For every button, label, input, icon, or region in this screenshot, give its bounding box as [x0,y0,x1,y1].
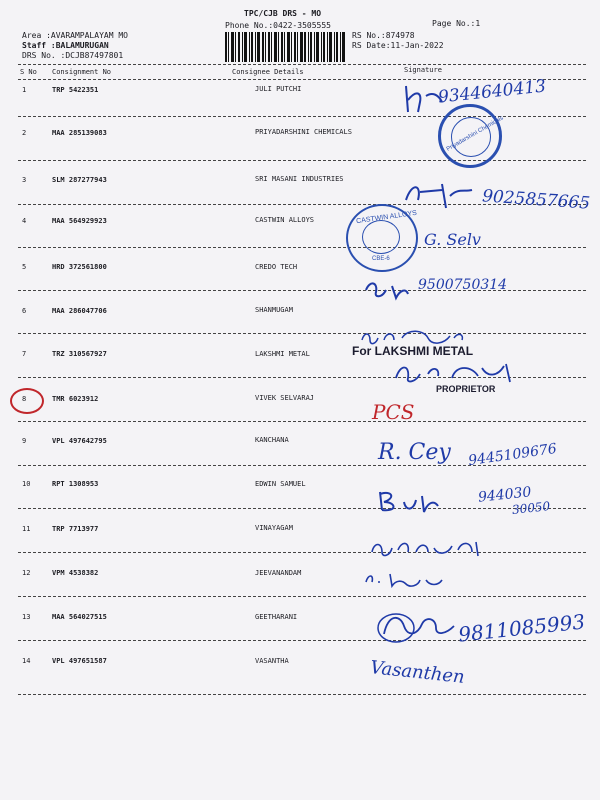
consignment-no: MAA 564929923 [52,217,107,225]
page-number: Page No.:1 [432,19,481,28]
consignment-no: TRZ 310567927 [52,350,107,358]
consignment-no: TRP 7713977 [52,525,99,533]
rs-date: RS Date:11-Jan-2022 [352,41,444,50]
priyadarshini-stamp-text: Priyadarshini Chemicals [445,115,505,153]
consignment-no: SLM 287277943 [52,176,107,184]
rs-number: RS No.:874978 [352,31,415,40]
sno: 6 [22,307,27,315]
sno: 10 [22,480,31,488]
header-divider-top [18,64,586,65]
consignment-no: HRD 372561800 [52,263,107,271]
consignee: GEETHARANI [255,613,298,621]
signature-3 [402,178,482,212]
highlight-circle [10,388,44,414]
signature-11-tamil [368,534,484,562]
row-divider [18,596,586,597]
phone-3-handwritten: 9025857665 [481,186,591,214]
consignee: SHANMUGAM [255,306,293,314]
barcode [225,32,345,62]
row-divider [18,247,586,248]
consignment-no: MAA 564027515 [52,613,107,621]
sno: 5 [22,263,27,271]
phone-10b-handwritten: 30050 [511,499,551,517]
consignee: VASANTHA [255,657,289,665]
sno: 1 [22,86,27,94]
consignment-no: TRP 5422351 [52,86,99,94]
consignment-no: VPL 497651587 [52,657,107,665]
col-sno: S No [20,68,37,76]
phone-10a-handwritten: 944030 [477,484,533,506]
consignment-no: MAA 285139083 [52,129,107,137]
consignment-no: RPT 1308953 [52,480,99,488]
col-consignee: Consignee Details [232,68,304,76]
consignee: LAKSHMI METAL [255,350,310,358]
area-label: Area :AVARAMPALAYAM MO [22,31,128,40]
row-divider [18,552,586,553]
consignee: JEEVANANDAM [255,569,302,577]
signature-14: Vasanthen [369,657,466,688]
consignee: VIVEK SELVARAJ [255,394,315,402]
consignee: CASTWIN ALLOYS [255,216,315,224]
row-divider [18,465,586,466]
consignment-no: MAA 286047706 [52,307,107,315]
sno: 7 [22,350,27,358]
signature-13 [374,608,460,648]
phone-13-handwritten: 9811085993 [457,609,587,647]
row-divider [18,508,586,509]
row-divider [18,421,586,422]
phone-5-handwritten: 9500750314 [418,277,508,293]
sno: 12 [22,569,31,577]
sno: 13 [22,613,31,621]
signature-4: G. Selv [424,230,481,249]
proprietor-label: PROPRIETOR [436,384,496,394]
castwin-stamp-bottom: CBE-6 [372,256,390,262]
row-divider [18,694,586,695]
signature-10 [374,486,444,516]
sno: 3 [22,176,27,184]
castwin-stamp-top: CASTWIN ALLOYS [355,209,418,226]
consignee: SRI MASANI INDUSTRIES [255,175,344,183]
signature-8: PCS [372,400,415,424]
signature-5 [362,278,412,302]
consignee: CREDO TECH [255,263,298,271]
consignment-no: VPM 4538382 [52,569,99,577]
col-consignment: Consignment No [52,68,112,76]
sno: 9 [22,437,27,445]
sno: 8 [22,395,27,403]
consignee: EDWIN SAMUEL [255,480,306,488]
consignee: KANCHANA [255,436,289,444]
sno: 11 [22,525,31,533]
priyadarshini-stamp [438,104,505,168]
signature-9: R. Cey [378,440,451,465]
sno: 14 [22,657,31,665]
sno: 4 [22,217,27,225]
lakshmi-metal-stamp: For LAKSHMI METAL [352,344,474,358]
sno: 2 [22,129,27,137]
consignment-no: VPL 497642795 [52,437,107,445]
row-divider [18,160,586,161]
consignee: JULI PUTCHI [255,85,302,93]
phone-9-handwritten: 9445109676 [467,440,558,470]
phone-number: Phone No.:0422-3505555 [225,21,331,30]
staff-line: Staff :BALAMURUGAN [22,41,109,50]
consignee: VINAYAGAM [255,524,293,532]
castwin-stamp [346,204,418,272]
consignment-no: TMR 6023912 [52,395,99,403]
consignee: PRIYADARSHINI CHEMICALS [255,128,352,136]
phone-1-handwritten: 9344640413 [437,76,547,108]
header-divider-bottom [18,79,586,80]
document-title: TPC/CJB DRS - MO [244,9,322,18]
row-divider [18,333,586,334]
drs-number: DRS No. :DCJB87497801 [22,51,124,60]
col-signature: Signature [404,66,442,74]
signature-12 [362,570,446,590]
